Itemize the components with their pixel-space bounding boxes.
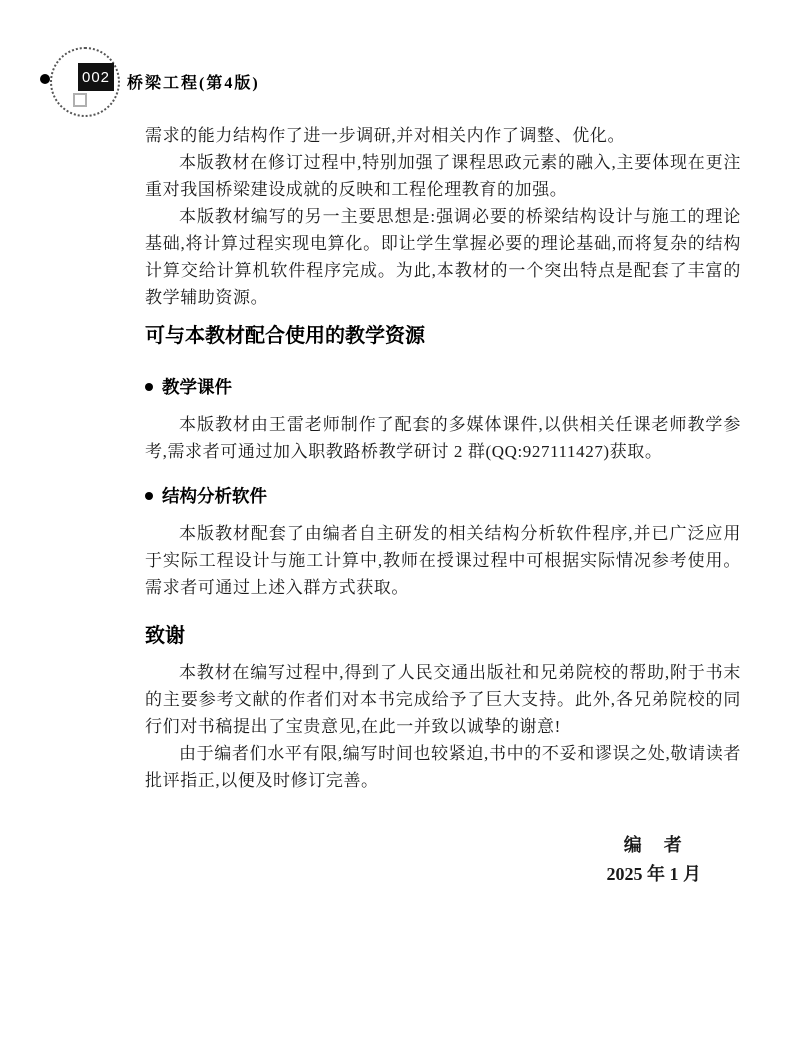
signature-inner	[607, 831, 702, 889]
signature-block	[145, 831, 741, 889]
signature-date: 2025 年 1 月	[606, 864, 701, 884]
bullet-icon	[145, 383, 153, 391]
resource-item-software	[145, 484, 741, 508]
resource-item-title: 教学课件	[162, 377, 232, 397]
acknowledgement-paragraph: 由于编者们水平有限,编写时间也较紧迫,书中的不妥和谬误之处,敬请读者批评指正,以便及时修订完善。	[145, 744, 741, 790]
page-number-badge: 002	[78, 63, 114, 91]
signature-author: 编 者	[623, 835, 684, 855]
decoration-dot-icon	[40, 74, 50, 84]
acknowledgement-heading: 致谢	[145, 625, 185, 647]
content-column	[145, 122, 741, 889]
resources-section-heading: 可与本教材配合使用的教学资源	[145, 325, 425, 347]
bullet-icon	[145, 492, 153, 500]
resource-item-body: 本版教材配套了由编者自主研发的相关结构分析软件程序,并已广泛应用于实际工程设计与施工计算中,教师在授课过程中可根据实际情况参考使用。需求者可通过上述入群方式获取。	[145, 524, 741, 597]
resource-item-body: 本版教材由王雷老师制作了配套的多媒体课件,以供相关任课老师教学参考,需求者可通过加入职教路桥教学研讨 2 群(QQ:927111427)获取。	[145, 415, 741, 461]
resource-item-courseware	[145, 375, 741, 399]
resource-item-title: 结构分析软件	[162, 486, 267, 506]
intro-paragraph: 本版教材编写的另一主要思想是:强调必要的桥梁结构设计与施工的理论基础,将计算过程实现电算化。即让学生掌握必要的理论基础,而将复杂的结构计算交给计算机软件程序完成。为此,本教材的一个突出特点是配套了丰富的教学辅助资源。	[145, 207, 741, 307]
acknowledgement-paragraph: 本教材在编写过程中,得到了人民交通出版社和兄弟院校的帮助,附于书末的主要参考文献的作者们对本书完成给予了巨大支持。此外,各兄弟院校的同行们对书稿提出了宝贵意见,在此一并致以诚挚的谢意!	[145, 663, 741, 736]
intro-paragraph: 本版教材在修订过程中,特别加强了课程思政元素的融入,主要体现在更注重对我国桥梁建设成就的反映和工程伦理教育的加强。	[145, 153, 741, 199]
small-square-icon	[73, 93, 87, 107]
book-title: 桥梁工程(第4版)	[127, 75, 260, 92]
page-header	[0, 0, 790, 120]
intro-paragraph: 需求的能力结构作了进一步调研,并对相关内作了调整、优化。	[145, 126, 626, 145]
